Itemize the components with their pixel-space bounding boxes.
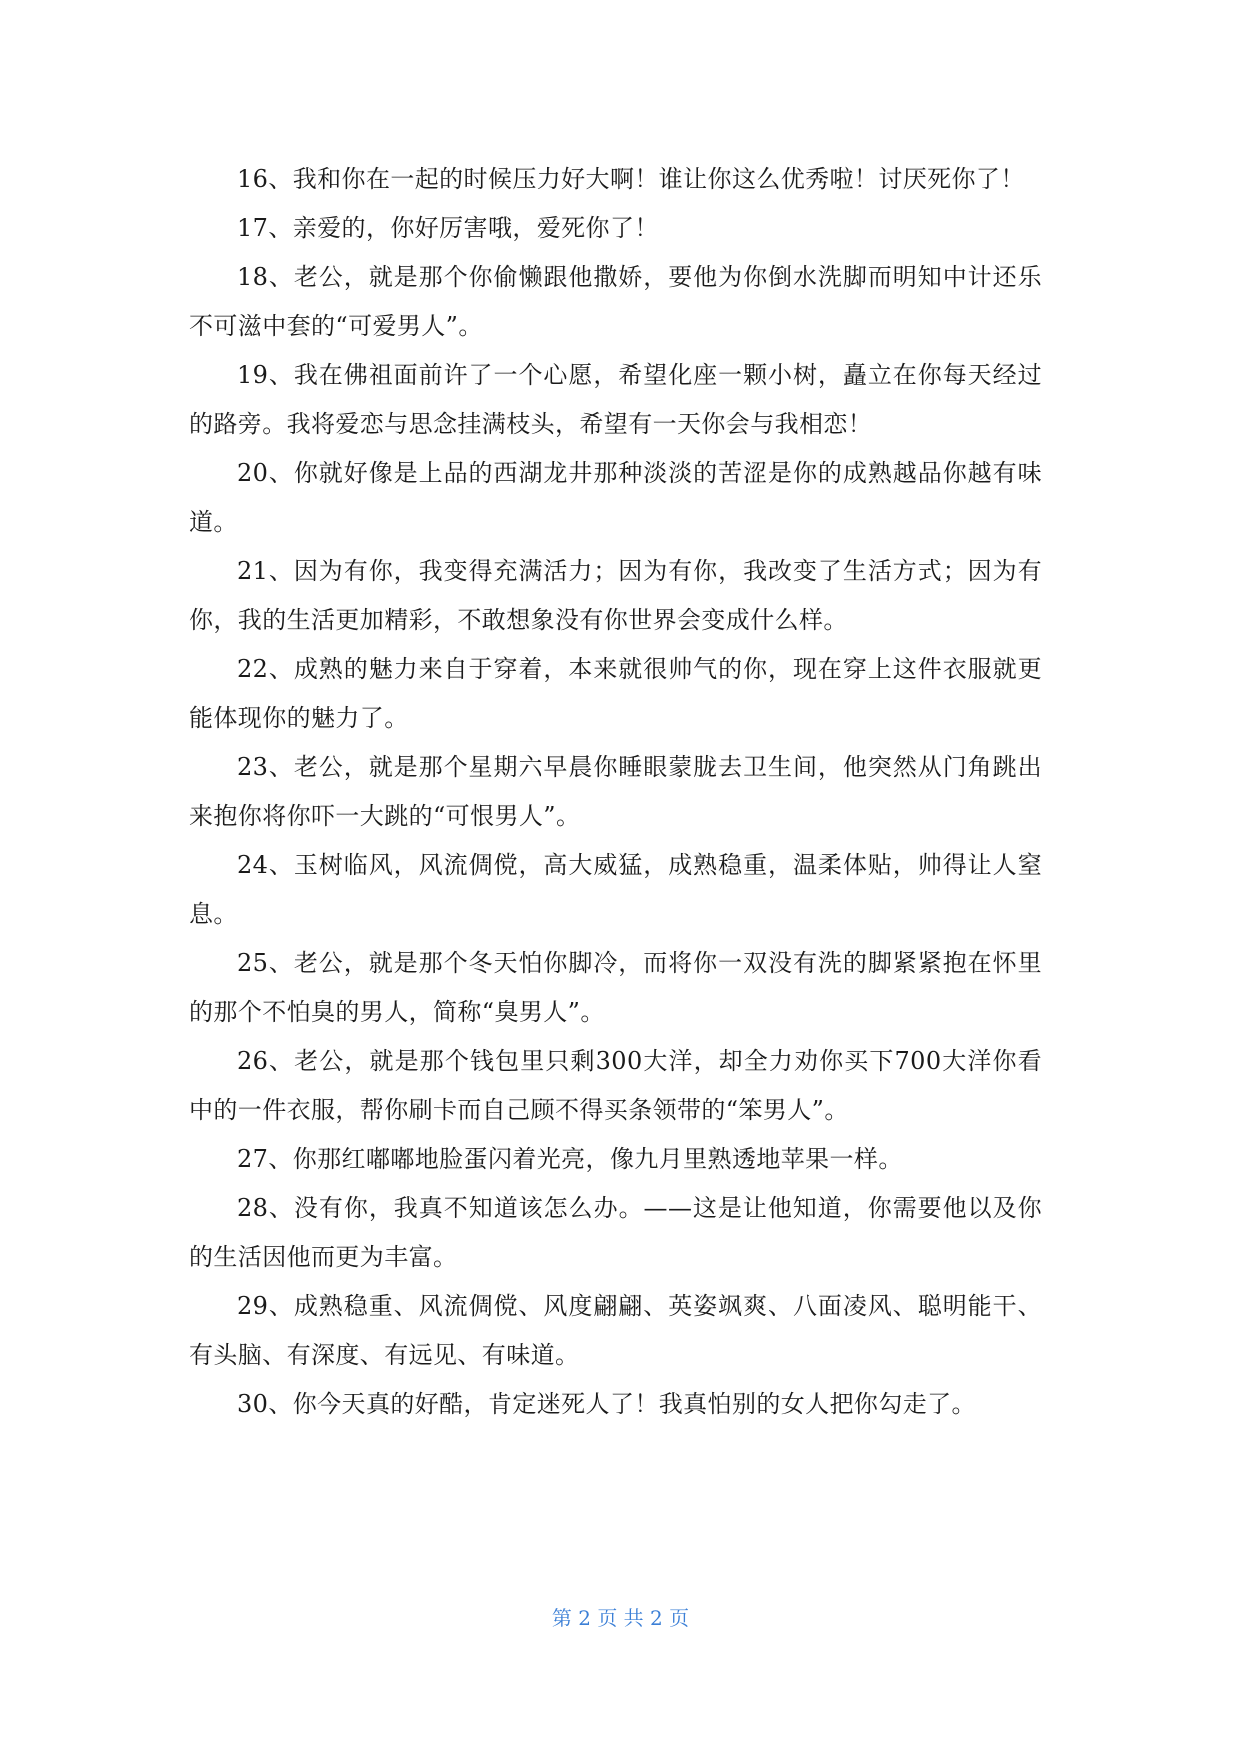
paragraph-22: 22、成熟的魅力来自于穿着，本来就很帅气的你，现在穿上这件衣服就更能体现你的魅力了。: [189, 655, 1042, 732]
paragraph-24: 24、玉树临风，风流倜傥，高大威猛，成熟稳重，温柔体贴，帅得让人窒息。: [189, 851, 1042, 928]
paragraph-21: 21、因为有你，我变得充满活力；因为有你，我改变了生活方式；因为有你，我的生活更加精彩，不敢想象没有你世界会变成什么样。: [189, 557, 1042, 634]
document-body: [189, 155, 1042, 1429]
paragraph-27: 27、你那红嘟嘟地脸蛋闪着光亮，像九月里熟透地苹果一样。: [237, 1145, 903, 1173]
paragraph-23: 23、老公，就是那个星期六早晨你睡眼蒙胧去卫生间，他突然从门角跳出来抱你将你吓一大跳的“可恨男人”。: [189, 753, 1042, 830]
page-number-footer: 第 2 页 共 2 页: [551, 1606, 690, 1630]
paragraph-17: 17、亲爱的，你好厉害哦，爱死你了！: [237, 214, 659, 242]
paragraph-16: 16、我和你在一起的时候压力好大啊！谁让你这么优秀啦！讨厌死你了！: [237, 165, 1025, 193]
paragraph-29: 29、成熟稳重、风流倜傥、风度翩翩、英姿飒爽、八面凌风、聪明能干、有头脑、有深度、有远见、有味道。: [189, 1292, 1042, 1369]
paragraph-26: 26、老公，就是那个钱包里只剩300大洋，却全力劝你买下700大洋你看中的一件衣服，帮你刷卡而自己顾不得买条领带的“笨男人”。: [189, 1047, 1042, 1124]
paragraph-19: 19、我在佛祖面前许了一个心愿，希望化座一颗小树，矗立在你每天经过的路旁。我将爱恋与思念挂满枝头，希望有一天你会与我相恋！: [189, 361, 1042, 438]
paragraph-25: 25、老公，就是那个冬天怕你脚冷，而将你一双没有洗的脚紧紧抱在怀里的那个不怕臭的男人，简称“臭男人”。: [189, 949, 1042, 1026]
paragraph-18: 18、老公，就是那个你偷懒跟他撒娇，要他为你倒水洗脚而明知中计还乐不可滋中套的“可爱男人”。: [189, 263, 1042, 340]
paragraph-28: 28、没有你，我真不知道该怎么办。——这是让他知道，你需要他以及你的生活因他而更为丰富。: [189, 1194, 1042, 1271]
paragraph-30: 30、你今天真的好酷，肯定迷死人了！我真怕别的女人把你勾走了。: [237, 1390, 976, 1418]
paragraph-20: 20、你就好像是上品的西湖龙井那种淡淡的苦涩是你的成熟越品你越有味道。: [189, 459, 1042, 536]
